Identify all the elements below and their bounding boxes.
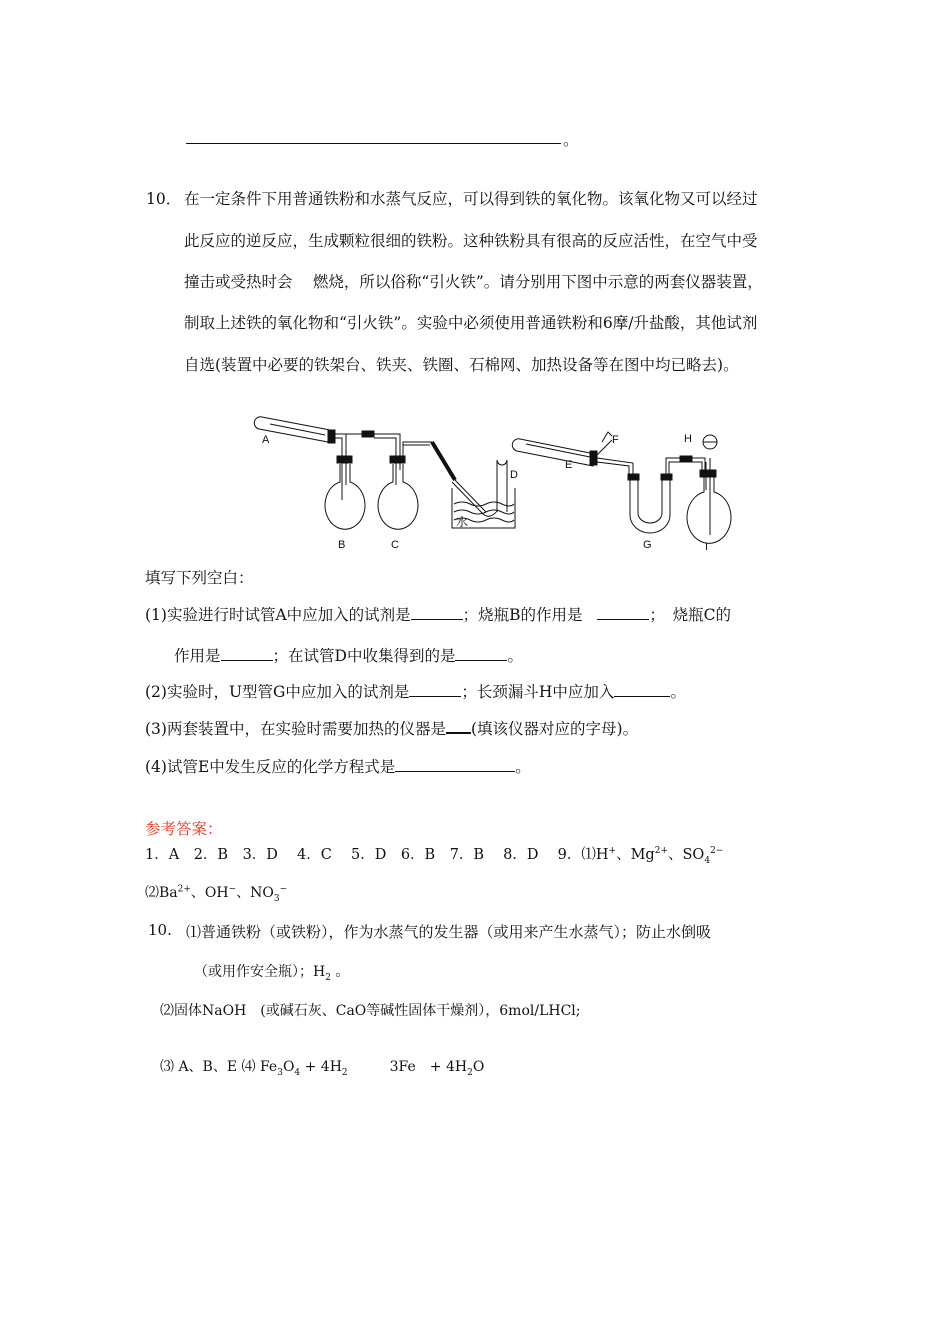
blank-flask-b[interactable] — [597, 605, 649, 620]
flask-b — [325, 452, 365, 529]
answers-line-1: 1．A 2．B 3．D 4．C 5．D 6．B 7．B 8．D 9．⑴H+、$Mg^{2+}$、$SO_4^{2-}$ — [145, 846, 724, 866]
answer-10-line-4: ⑶ A、B、E ⑷ $Fe_3O_4 + 4H_2$ 3Fe + $4H_2O$ — [160, 1059, 485, 1078]
answer-10-line-2: （或用作安全瓶）；$H_2$ 。 — [194, 964, 350, 983]
label-i: I — [705, 541, 709, 553]
question-line-4: 制取上述铁的氧化物和“引火铁”。实验中必须使用普通铁粉和6摩/升盐酸，其他试剂 — [184, 314, 758, 332]
answer-10-line-1: ⑴普通铁粉（或铁粉），作为水蒸气的发生器（或用来产生水蒸气）；防止水倒吸 — [186, 923, 712, 941]
u-tube-g — [628, 456, 705, 533]
label-h: H — [684, 433, 692, 445]
question-2: (2)实验时，U型管G中应加入的试剂是 ；长颈漏斗H中应加入 。 — [145, 683, 686, 701]
question-number: 10． — [146, 190, 182, 208]
flask-c — [378, 442, 486, 529]
answer-10-number: 10. — [148, 921, 172, 939]
label-e: E — [565, 459, 573, 471]
test-tube-a — [254, 417, 400, 452]
blank-heated[interactable] — [446, 718, 471, 734]
question-line-5: 自选(装置中必要的铁架台、铁夹、铁圈、石棉网、加热设备等在图中均已略去)。 — [184, 356, 739, 374]
top-line-period: 。 — [563, 131, 579, 149]
question-1-line-2: 作用是 ；在试管D中收集得到的是 。 — [174, 647, 523, 665]
question-4: (4)试管E中发生反应的化学方程式是 。 — [145, 758, 531, 776]
answers-line-2: $⑵Ba^{2+}$、OH−、$NO_3^-$ — [145, 884, 288, 904]
label-b: B — [338, 539, 346, 551]
blank-flask-c[interactable] — [221, 646, 273, 661]
top-answer-line — [186, 143, 561, 144]
fill-heading: 填写下列空白： — [145, 569, 254, 587]
question-line-2: 此反应的逆反应，生成颗粒很细的铁粉。这种铁粉具有很高的反应活性，在空气中受 — [184, 232, 758, 250]
flask-i — [687, 435, 731, 543]
label-g: G — [643, 539, 652, 551]
label-c: C — [391, 539, 399, 551]
blank-funnel-h[interactable] — [614, 682, 670, 697]
question-1-line-1: (1)实验进行时试管A中应加入的试剂是 ；烧瓶B的作用是 ； 烧瓶C的 — [145, 606, 731, 624]
question-line-3: 撞击或受热时会 燃烧，所以俗称“引火铁”。请分别用下图中示意的两套仪器装置， — [184, 273, 763, 291]
label-d: D — [510, 469, 518, 481]
label-water: 水 — [456, 515, 469, 529]
question-3: (3)两套装置中，在实验时需要加热的仪器是 (填该仪器对应的字母)。 — [145, 720, 639, 738]
apparatus-diagram — [240, 400, 740, 560]
label-a: A — [262, 434, 270, 446]
blank-tube-d[interactable] — [455, 646, 507, 661]
blank-reagent-a[interactable] — [411, 605, 463, 620]
blank-equation[interactable] — [395, 757, 515, 772]
question-line-1: 在一定条件下用普通铁粉和水蒸气反应，可以得到铁的氧化物。该氧化物又可以经过 — [184, 190, 758, 208]
answer-10-line-3: ⑵固体NaOH (或碱石灰、CaO等碱性固体干燥剂），6mol/LHCl; — [160, 1003, 581, 1019]
blank-u-tube-g[interactable] — [409, 682, 461, 697]
answers-heading: 参考答案： — [145, 820, 223, 838]
label-f: F — [612, 434, 619, 446]
